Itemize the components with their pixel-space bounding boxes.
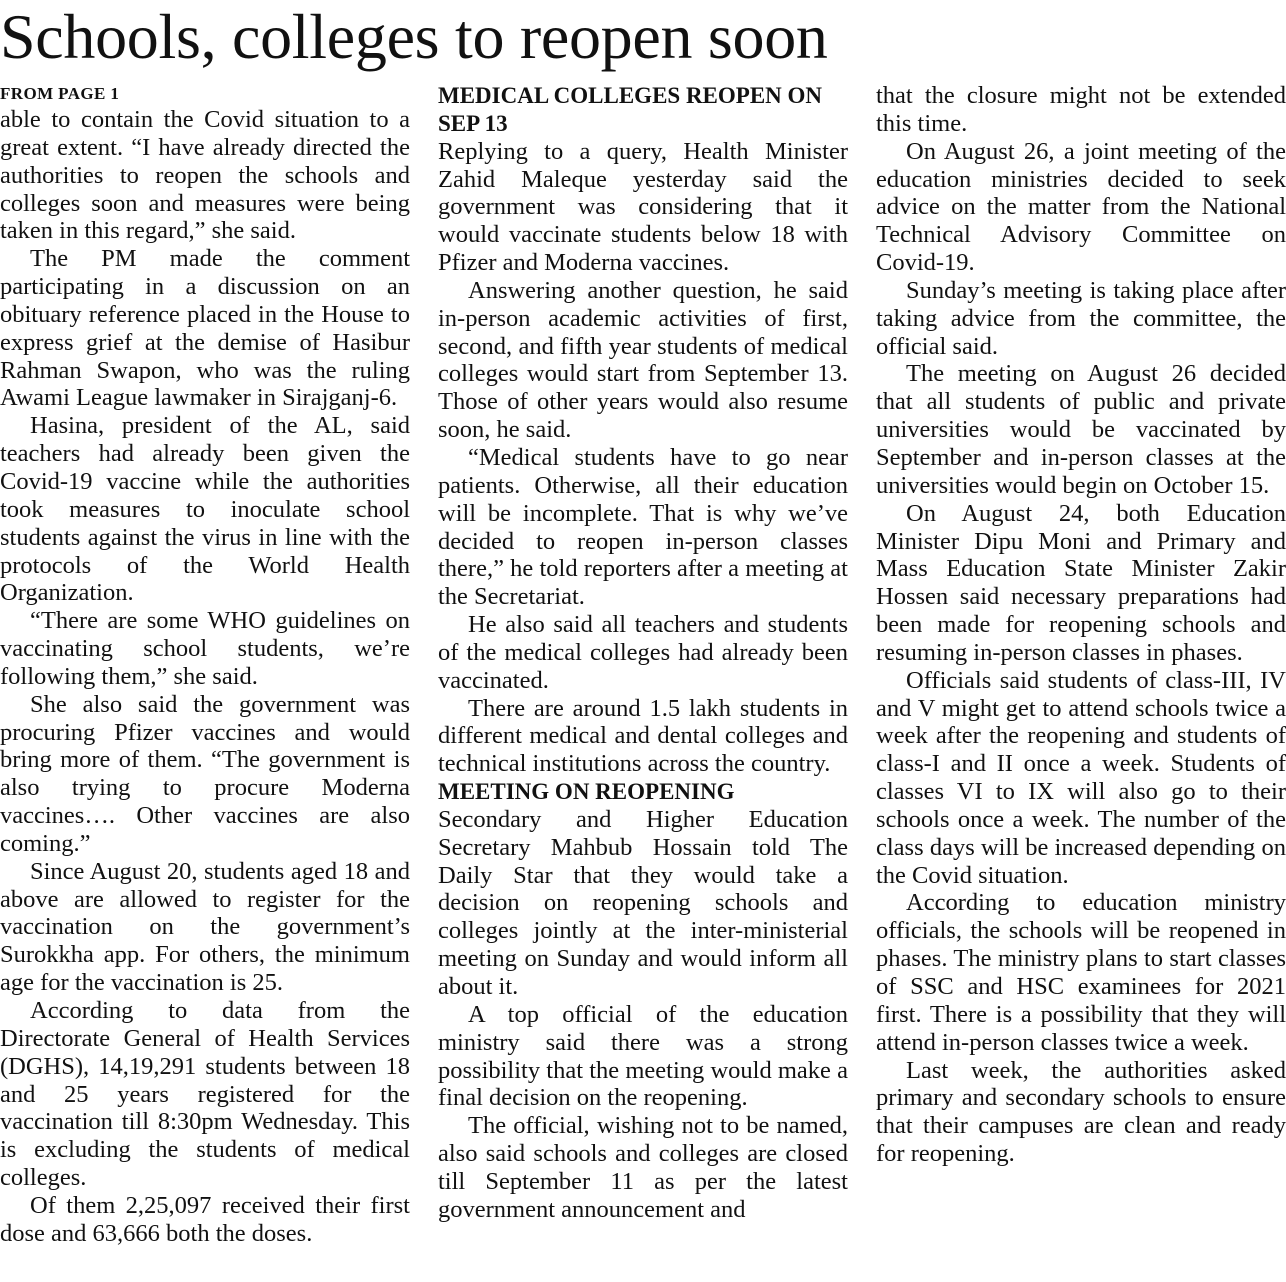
- paragraph: The meeting on August 26 decided that all students of public and private universities would be vaccinated by September and in-person classes at the universities would begin on October 15.: [876, 360, 1286, 499]
- paragraph: He also said all teachers and students of the medical colleges had already been vaccinated.: [438, 611, 848, 694]
- subheading-meeting: MEETING ON REOPENING: [438, 779, 735, 805]
- paragraph: Last week, the authorities asked primary and secondary schools to ensure that their campuses are clean and ready for reopening.: [876, 1056, 1286, 1168]
- article-column-1: [0, 82, 410, 1278]
- article-column-2: [438, 82, 848, 1278]
- paragraph: The PM made the comment participating in a discussion on an obituary reference placed in the House to express grief at the demise of Hasibur Rahman Swapon, who was the ruling Awami League lawmaker in Sirajganj-6.: [0, 245, 410, 412]
- paragraph: Answering another question, he said in-person academic activities of first, second, and fifth year students of medical colleges would start from September 13. Those of other years would also resume soon, he said.: [438, 276, 848, 444]
- paragraph: that the closure might not be extended this time.: [876, 82, 1286, 137]
- dateline: FROM PAGE 1: [0, 84, 120, 103]
- paragraph: able to contain the Covid situation to a great extent. “I have already directed the authorities to reopen the schools and colleges soon and measures were being taken in this regard,” she said.: [0, 106, 410, 245]
- paragraph: Secondary and Higher Education Secretary Mahbub Hossain told The Daily Star that they would take a decision on reopening schools and colleges jointly at the inter-ministerial meeting on Sunday and would inform all about it.: [438, 805, 848, 1000]
- paragraph: Of them 2,25,097 received their first dose and 63,666 both the doses.: [0, 1191, 410, 1247]
- paragraph: According to education ministry officials, the schools will be reopened in phases. The ministry plans to start classes of SSC and HSC examinees for 2021 first. There is a possibility that they will attend in-person classes twice a week.: [876, 889, 1286, 1056]
- paragraph: She also said the government was procuring Pfizer vaccines and would bring more of them. “The government is also trying to procure Moderna vaccines…. Other vaccines are also coming.”: [0, 690, 410, 857]
- paragraph: “There are some WHO guidelines on vaccinating school students, we’re following them,” she said.: [0, 607, 410, 690]
- paragraph: On August 26, a joint meeting of the education ministries decided to seek advice on the matter from the National Technical Advisory Committee on Covid-19.: [876, 137, 1286, 277]
- paragraph: Hasina, president of the AL, said teachers had already been given the Covid-19 vaccine while the authorities took measures to inoculate school students against the virus in line with the protocols of the World Health Organization.: [0, 412, 410, 607]
- paragraph: Sunday’s meeting is taking place after taking advice from the committee, the official said.: [876, 276, 1286, 360]
- paragraph: Officials said students of class-III, IV and V might get to attend schools twice a week after the reopening and students of class-I and II once a week. Students of classes VI to IX will also go to their schools once a week. The number of the class days will be increased depending on the Covid situation.: [876, 666, 1286, 889]
- paragraph: “Medical students have to go near patients. Otherwise, all their education will be incomplete. That is why we’ve decided to reopen in-person classes there,” he told reporters after a meeting at the Secretariat.: [438, 443, 848, 611]
- paragraph: Since August 20, students aged 18 and above are allowed to register for the vaccination on the government’s Surokkha app. For others, the minimum age for the vaccination is 25.: [0, 857, 410, 997]
- paragraph: A top official of the education ministry said there was a strong possibility that the meeting would make a final decision on the reopening.: [438, 1000, 848, 1112]
- subheading-medical-colleges: MEDICAL COLLEGES REOPEN ON SEP 13: [438, 83, 823, 136]
- paragraph: According to data from the Directorate General of Health Services (DGHS), 14,19,291 students between 18 and 25 years registered for the vaccination till 8:30pm Wednesday. This is excluding the students of medical colleges.: [0, 997, 410, 1192]
- paragraph: The official, wishing not to be named, also said schools and colleges are closed till September 11 as per the latest government announcement and: [438, 1112, 848, 1223]
- paragraph: On August 24, both Education Minister Dipu Moni and Primary and Mass Education State Minister Zakir Hossen said necessary preparations had been made for reopening schools and resuming in-person classes in phases.: [876, 499, 1286, 666]
- headline: Schools, colleges to reopen soon: [0, 1, 828, 72]
- paragraph: There are around 1.5 lakh students in different medical and dental colleges and technical institutions across the country.: [438, 694, 848, 778]
- paragraph: Replying to a query, Health Minister Zahid Maleque yesterday said the government was considering that it would vaccinate students below 18 with Pfizer and Moderna vaccines.: [438, 137, 848, 277]
- article-column-3: [876, 82, 1286, 1278]
